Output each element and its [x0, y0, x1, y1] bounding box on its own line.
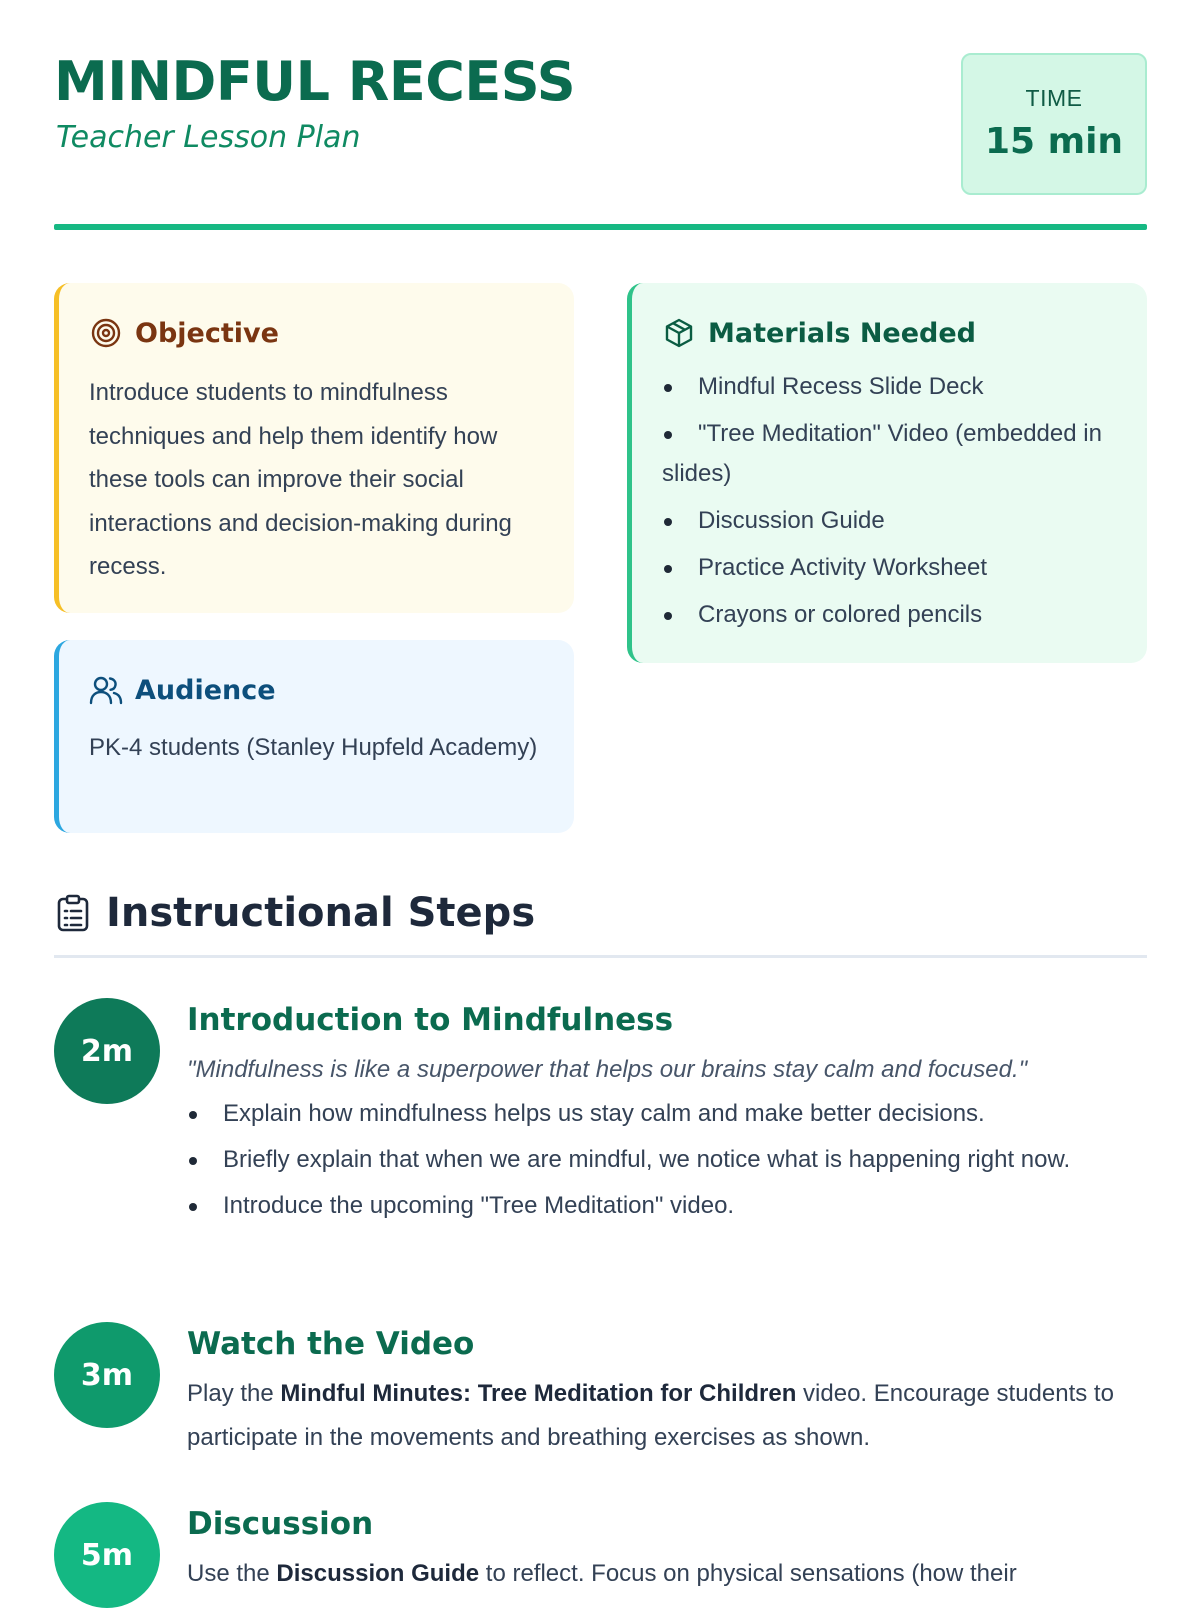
- audience-title: Audience: [135, 674, 276, 706]
- lesson-plan-page: [54, 0, 1147, 1600]
- step-duration-badge: 5m: [54, 1502, 160, 1608]
- step-title: Introduction to Mindfulness: [187, 1002, 674, 1038]
- step-description: Play the Mindful Minutes: Tree Meditation for Children video. Encourage students to participate in the movements and breathing exercises as shown.: [187, 1380, 1114, 1451]
- users-icon: [89, 673, 123, 707]
- materials-item: "Tree Meditation" Video (embedded in slides): [662, 420, 1102, 487]
- materials-title: Materials Needed: [708, 317, 977, 349]
- step-duration-badge: 3m: [54, 1322, 160, 1428]
- header-divider: [54, 224, 1147, 230]
- bullet-icon: [664, 565, 672, 573]
- bullet-icon: [664, 612, 672, 620]
- step-content: [187, 998, 1147, 1232]
- video-title: Mindful Minutes: Tree Meditation for Children: [280, 1380, 797, 1407]
- time-badge: [961, 53, 1147, 195]
- objective-header: [89, 313, 546, 353]
- step-bullets: [187, 1094, 1147, 1226]
- page-title: MINDFUL RECESS: [54, 50, 576, 113]
- materials-list: [662, 367, 1119, 635]
- step-content: [187, 1502, 1147, 1596]
- objective-card: [54, 283, 574, 613]
- audience-text: PK-4 students (Stanley Hupfeld Academy): [89, 734, 538, 761]
- bullet-icon: [189, 1203, 197, 1211]
- step-duration-badge: 2m: [54, 998, 160, 1104]
- objective-title: Objective: [135, 317, 279, 349]
- bullet-icon: [189, 1111, 197, 1119]
- materials-item: Mindful Recess Slide Deck: [662, 367, 1119, 407]
- clipboard-icon: [54, 893, 92, 933]
- steps-title: Instructional Steps: [106, 890, 536, 936]
- time-label: TIME: [1025, 85, 1083, 111]
- box-icon: [662, 316, 696, 350]
- step-bullet: Explain how mindfulness helps us stay calm and make better decisions.: [187, 1094, 1147, 1134]
- page-subtitle: Teacher Lesson Plan: [56, 120, 361, 155]
- step-title: Discussion: [187, 1506, 374, 1542]
- page-header: [54, 0, 1147, 230]
- steps-heading: [54, 885, 535, 941]
- steps-divider: [54, 955, 1147, 958]
- target-icon: [89, 316, 123, 350]
- bullet-icon: [664, 431, 672, 439]
- bullet-icon: [189, 1157, 197, 1165]
- step-quote: "Mindfulness is like a superpower that helps our brains stay calm and focused.": [187, 1056, 1028, 1083]
- step-bullet: Introduce the upcoming "Tree Meditation" video.: [187, 1186, 1147, 1226]
- materials-card: [627, 283, 1147, 663]
- materials-item: Crayons or colored pencils: [662, 595, 1119, 635]
- audience-header: [89, 670, 546, 710]
- step-title: Watch the Video: [187, 1326, 475, 1362]
- bullet-icon: [664, 518, 672, 526]
- time-value: 15 min: [984, 121, 1124, 162]
- materials-header: [662, 313, 1119, 353]
- materials-item: Practice Activity Worksheet: [662, 548, 1119, 588]
- discussion-guide-ref: Discussion Guide: [276, 1560, 480, 1587]
- step-content: [187, 1322, 1147, 1459]
- materials-item: Discussion Guide: [662, 501, 1119, 541]
- bullet-icon: [664, 384, 672, 392]
- step-bullet: Briefly explain that when we are mindful, we notice what is happening right now.: [187, 1140, 1147, 1180]
- audience-card: [54, 640, 574, 833]
- step-description: Use the Discussion Guide to reflect. Focus on physical sensations (how their: [187, 1560, 1017, 1587]
- objective-text: Introduce students to mindfulness techniques and help them identify how these tools can improve their social interactions and decision-making during recess.: [89, 379, 512, 580]
